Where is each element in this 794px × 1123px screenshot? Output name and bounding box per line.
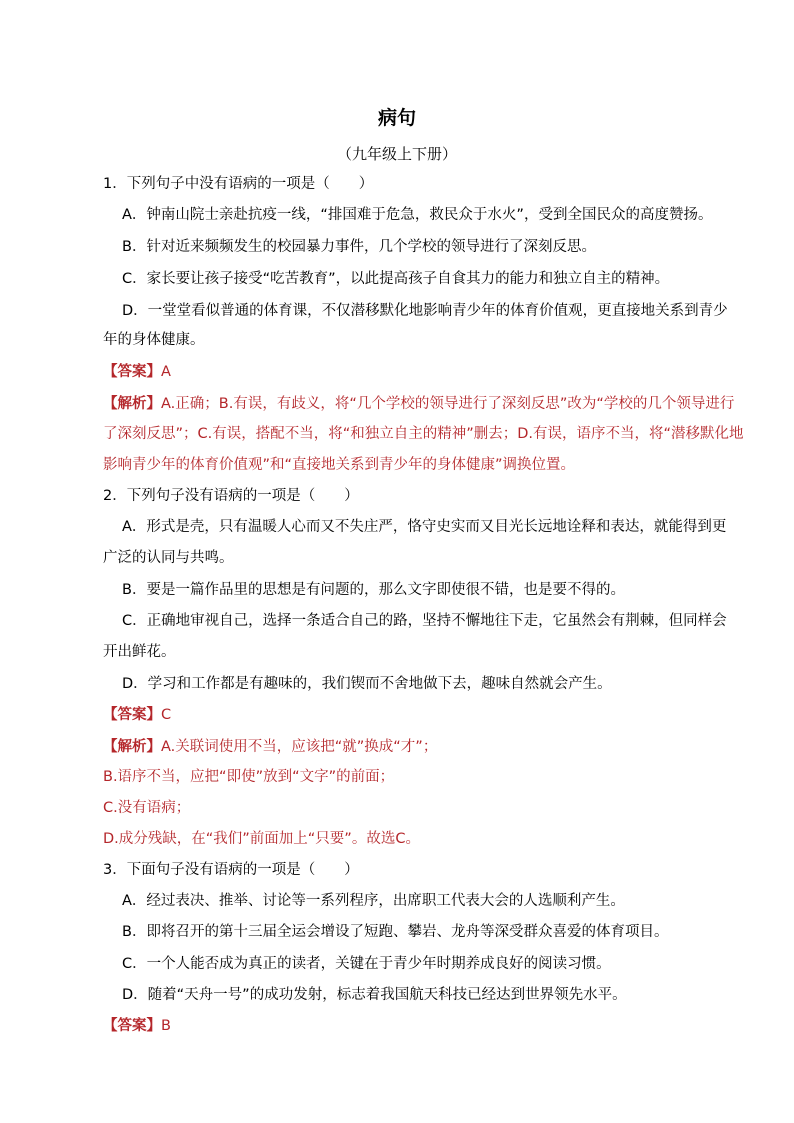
question-1-option-c: C．家长要让孩子接受“吃苦教育”，以此提高孩子自食其力的能力和独立自主的精神。 [122, 271, 670, 287]
page-title: 病句 [377, 107, 416, 129]
question-1-stem: 1．下列句子中没有语病的一项是（ ） [103, 176, 374, 192]
question-1-option-d-line-2: 年的身体健康。 [103, 332, 205, 348]
question-1-option-a: A．钟南山院士亲赴抗疫一线，“排国难于危急，救民众于水火”，受到全国民众的高度赞扬。 [122, 207, 713, 223]
question-2-option-a-line-2: 广泛的认同与共鸣。 [103, 550, 234, 566]
question-1-analysis-line-3: 影响青少年的体育价值观”和“直接地关系到青少年的身体健康”调换位置。 [103, 457, 576, 473]
question-1-option-b: B．针对近来频频发生的校园暴力事件，几个学校的领导进行了深刻反思。 [122, 239, 596, 255]
question-3-answer [103, 1015, 171, 1037]
question-2-option-c-line-2: 开出鲜花。 [103, 644, 176, 660]
answer-label: 【答案】 [103, 364, 161, 380]
question-3-stem: 3．下面句子没有语病的一项是（ ） [103, 862, 359, 878]
question-2-option-b: B．要是一篇作品里的思想是有问题的，那么文字即使很不错，也是要不得的。 [122, 582, 625, 598]
question-1-analysis-line-2: 了深刻反思”；C.有误，搭配不当，将“和独立自主的精神”删去；D.有误，语序不当，将“潜移默化地 [103, 426, 744, 442]
question-2-analysis-line-3: C.没有语病； [103, 800, 191, 816]
question-2-answer [103, 704, 171, 726]
answer-label: 【答案】 [103, 1018, 161, 1034]
analysis-text: A.正确；B.有误，有歧义，将“几个学校的领导进行了深刻反思”改为“学校的几个领导进行 [161, 396, 735, 412]
question-1-answer [103, 361, 171, 383]
question-3-option-a: A．经过表决、推举、讨论等一系列程序，出席职工代表大会的人选顺利产生。 [122, 893, 625, 909]
question-3-option-c: C．一个人能否成为真正的读者，关键在于青少年时期养成良好的阅读习惯。 [122, 956, 611, 972]
answer-value: B [161, 1018, 171, 1034]
question-2-option-d: D．学习和工作都是有趣味的，我们锲而不舍地做下去，趣味自然就会产生。 [122, 676, 612, 692]
question-1-analysis-line-1 [103, 393, 734, 415]
question-1-option-d-line-1: D．一堂堂看似普通的体育课，不仅潜移默化地影响青少年的体育价值观，更直接地关系到青少 [122, 303, 728, 319]
page-subtitle: （九年级上下册） [336, 145, 457, 163]
analysis-label: 【解析】 [103, 396, 161, 412]
analysis-label: 【解析】 [103, 739, 161, 755]
answer-label: 【答案】 [103, 707, 161, 723]
question-2-stem: 2．下列句子没有语病的一项是（ ） [103, 488, 359, 504]
answer-value: A [161, 364, 171, 380]
question-2-analysis-line-1 [103, 736, 437, 758]
answer-value: C [161, 707, 172, 723]
question-3-option-d: D．随着“天舟一号”的成功发射，标志着我国航天科技已经达到世界领先水平。 [122, 987, 627, 1003]
question-2-option-c-line-1: C．正确地审视自己，选择一条适合自己的路，坚持不懈地往下走，它虽然会有荆棘，但同样会 [122, 613, 727, 629]
question-2-analysis-line-2: B.语序不当，应把“即使”放到“文字”的前面； [103, 769, 395, 785]
question-3-option-b: B．即将召开的第十三届全运会增设了短跑、攀岩、龙舟等深受群众喜爱的体育项目。 [122, 924, 669, 940]
question-2-option-a-line-1: A．形式是壳，只有温暖人心而又不失庄严，恪守史实而又目光长远地诠释和表达，就能得到更 [122, 519, 727, 535]
question-2-analysis-line-4: D.成分残缺，在“我们”前面加上“只要”。故选C。 [103, 831, 420, 847]
analysis-text: A.关联词使用不当，应该把“就”换成“才”； [161, 739, 438, 755]
